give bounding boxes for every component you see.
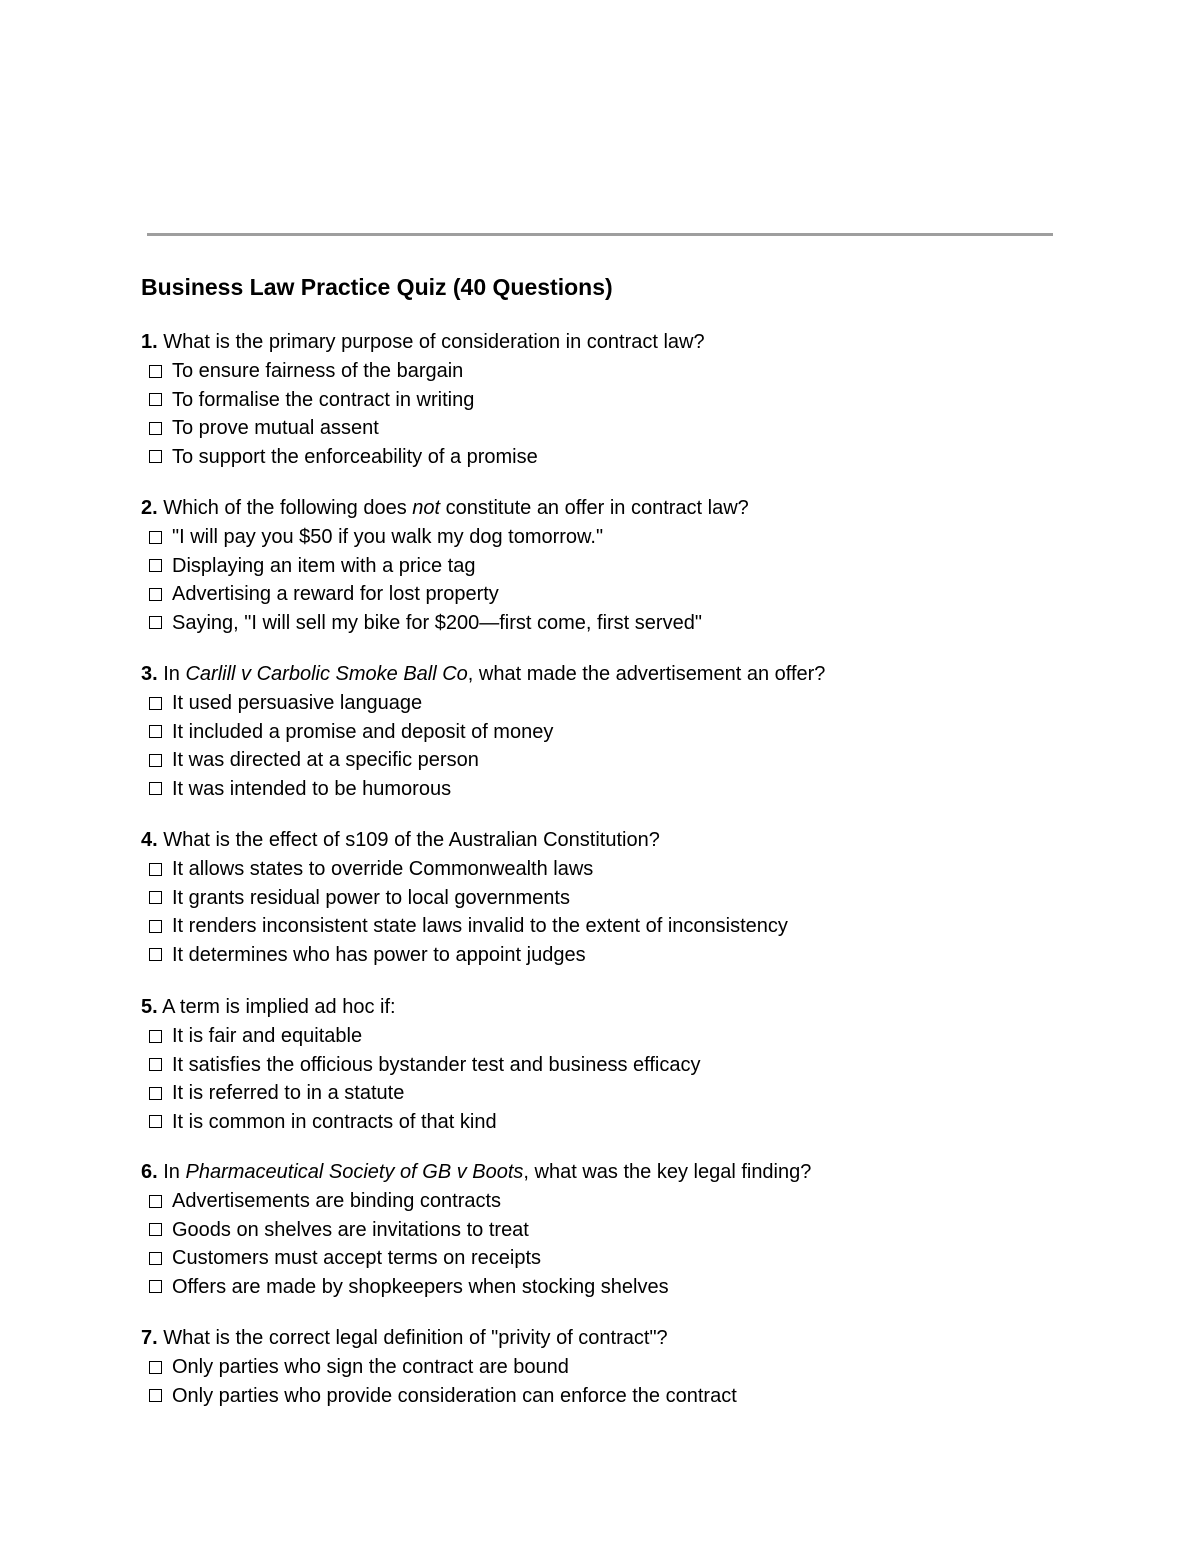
question-part: A term is implied ad hoc if: (157, 996, 396, 1018)
answer-option[interactable] (141, 523, 749, 552)
answer-option-label: It renders inconsistent state laws invalid to the extent of inconsistency (172, 915, 788, 937)
answer-option-label: Goods on shelves are invitations to treat (172, 1218, 529, 1241)
question-part: , what was the key legal finding? (523, 1161, 812, 1183)
answer-option[interactable] (141, 1216, 811, 1245)
question-text (141, 826, 788, 855)
answer-option-label: Only parties who provide consideration can enforce the contract (172, 1384, 737, 1407)
answer-option-label: It grants residual power to local governments (172, 886, 570, 909)
question-emphasis: Carlill v Carbolic Smoke Ball Co (185, 663, 468, 685)
checkbox-icon[interactable] (149, 697, 162, 710)
answer-option-label: It is common in contracts of that kind (172, 1110, 497, 1133)
answer-option[interactable] (141, 1187, 811, 1216)
answer-option[interactable] (141, 1051, 700, 1080)
answer-option-label: To support the enforceability of a promise (172, 445, 538, 468)
question-part: In (157, 663, 186, 685)
answer-option-label: It was intended to be humorous (172, 777, 452, 800)
question-number: 5. (141, 996, 158, 1018)
question-emphasis: not (412, 497, 441, 519)
checkbox-icon[interactable] (149, 725, 162, 738)
question-block (141, 328, 705, 471)
question-number: 4. (141, 829, 158, 851)
answer-option[interactable] (141, 609, 749, 638)
quiz-title: Business Law Practice Quiz (40 Questions) (141, 274, 613, 300)
checkbox-icon[interactable] (149, 1087, 162, 1100)
question-block (141, 1324, 737, 1410)
answer-option[interactable] (141, 855, 788, 884)
question-part: What is the effect of s109 of the Australian Constitution? (157, 829, 660, 851)
checkbox-icon[interactable] (149, 782, 162, 795)
answer-option-label: Offers are made by shopkeepers when stocking shelves (172, 1275, 669, 1298)
answer-option[interactable] (141, 1108, 700, 1137)
answer-option[interactable] (141, 1244, 811, 1273)
checkbox-icon[interactable] (149, 920, 162, 933)
question-block (141, 494, 749, 637)
answer-option[interactable] (141, 718, 825, 747)
answer-option-label: It was directed at a specific person (172, 749, 479, 771)
answer-option-label: It allows states to override Commonwealth laws (172, 858, 594, 880)
answer-option[interactable] (141, 775, 825, 804)
answer-option-label: It is referred to in a statute (172, 1082, 405, 1104)
horizontal-rule (147, 233, 1053, 236)
answer-option-label: Displaying an item with a price tag (172, 554, 476, 577)
question-emphasis: Pharmaceutical Society of GB v Boots (185, 1161, 524, 1183)
checkbox-icon[interactable] (149, 1195, 162, 1208)
checkbox-icon[interactable] (149, 450, 162, 463)
answer-option[interactable] (141, 357, 705, 386)
checkbox-icon[interactable] (149, 1252, 162, 1265)
question-block (141, 1158, 811, 1301)
checkbox-icon[interactable] (149, 1361, 162, 1374)
answer-option[interactable] (141, 1022, 700, 1051)
checkbox-icon[interactable] (149, 1280, 162, 1293)
answer-option-label: It satisfies the officious bystander test and business efficacy (172, 1053, 701, 1076)
answer-option-label: It determines who has power to appoint judges (172, 943, 586, 966)
answer-option[interactable] (141, 746, 825, 775)
answer-option-label: It included a promise and deposit of money (172, 720, 554, 743)
checkbox-icon[interactable] (149, 422, 162, 435)
question-block (141, 660, 825, 803)
answer-option[interactable] (141, 443, 705, 472)
question-number: 7. (141, 1327, 158, 1349)
question-number: 3. (141, 663, 158, 685)
question-text (141, 328, 705, 357)
checkbox-icon[interactable] (149, 1389, 162, 1402)
answer-option[interactable] (141, 414, 705, 443)
question-part: constitute an offer in contract law? (440, 497, 749, 519)
question-text (141, 1324, 737, 1353)
question-number: 1. (141, 331, 158, 353)
answer-option[interactable] (141, 884, 788, 913)
question-block (141, 826, 788, 969)
answer-option[interactable] (141, 552, 749, 581)
answer-option-label: It used persuasive language (172, 692, 423, 714)
checkbox-icon[interactable] (149, 754, 162, 767)
checkbox-icon[interactable] (149, 1115, 162, 1128)
answer-option[interactable] (141, 1079, 700, 1108)
answer-option-label: Only parties who sign the contract are bound (172, 1356, 569, 1378)
question-part: , what made the advertisement an offer? (467, 663, 826, 685)
checkbox-icon[interactable] (149, 1058, 162, 1071)
checkbox-icon[interactable] (149, 365, 162, 378)
checkbox-icon[interactable] (149, 1030, 162, 1043)
answer-option[interactable] (141, 941, 788, 970)
question-number: 6. (141, 1161, 158, 1183)
answer-option-label: Customers must accept terms on receipts (172, 1247, 542, 1269)
question-text (141, 494, 749, 523)
checkbox-icon[interactable] (149, 948, 162, 961)
question-text (141, 993, 700, 1022)
answer-option-label: It is fair and equitable (172, 1025, 363, 1047)
answer-option-label: To prove mutual assent (172, 417, 379, 439)
question-number: 2. (141, 497, 158, 519)
answer-option[interactable] (141, 912, 788, 941)
question-part: What is the primary purpose of consideration in contract law? (157, 331, 705, 353)
checkbox-icon[interactable] (149, 393, 162, 406)
answer-option[interactable] (141, 1353, 737, 1382)
question-text (141, 1158, 811, 1187)
checkbox-icon[interactable] (149, 1223, 162, 1236)
answer-option[interactable] (141, 689, 825, 718)
checkbox-icon[interactable] (149, 891, 162, 904)
answer-option[interactable] (141, 580, 749, 609)
question-block (141, 993, 700, 1136)
answer-option[interactable] (141, 1382, 737, 1411)
answer-option-label: To formalise the contract in writing (172, 388, 475, 411)
checkbox-icon[interactable] (149, 616, 162, 629)
checkbox-icon[interactable] (149, 531, 162, 544)
answer-option[interactable] (141, 1273, 811, 1302)
checkbox-icon[interactable] (149, 559, 162, 572)
checkbox-icon[interactable] (149, 588, 162, 601)
question-part: What is the correct legal definition of "privity of contract"? (157, 1327, 668, 1349)
answer-option-label: To ensure fairness of the bargain (172, 360, 464, 382)
question-text (141, 660, 825, 689)
answer-option[interactable] (141, 386, 705, 415)
answer-option-label: Saying, "I will sell my bike for $200—first come, first served" (172, 611, 702, 634)
answer-option-label: "I will pay you $50 if you walk my dog tomorrow." (172, 526, 604, 548)
answer-option-label: Advertising a reward for lost property (172, 583, 499, 605)
checkbox-icon[interactable] (149, 863, 162, 876)
answer-option-label: Advertisements are binding contracts (172, 1190, 502, 1212)
question-part: Which of the following does (157, 497, 413, 519)
question-part: In (157, 1161, 186, 1183)
